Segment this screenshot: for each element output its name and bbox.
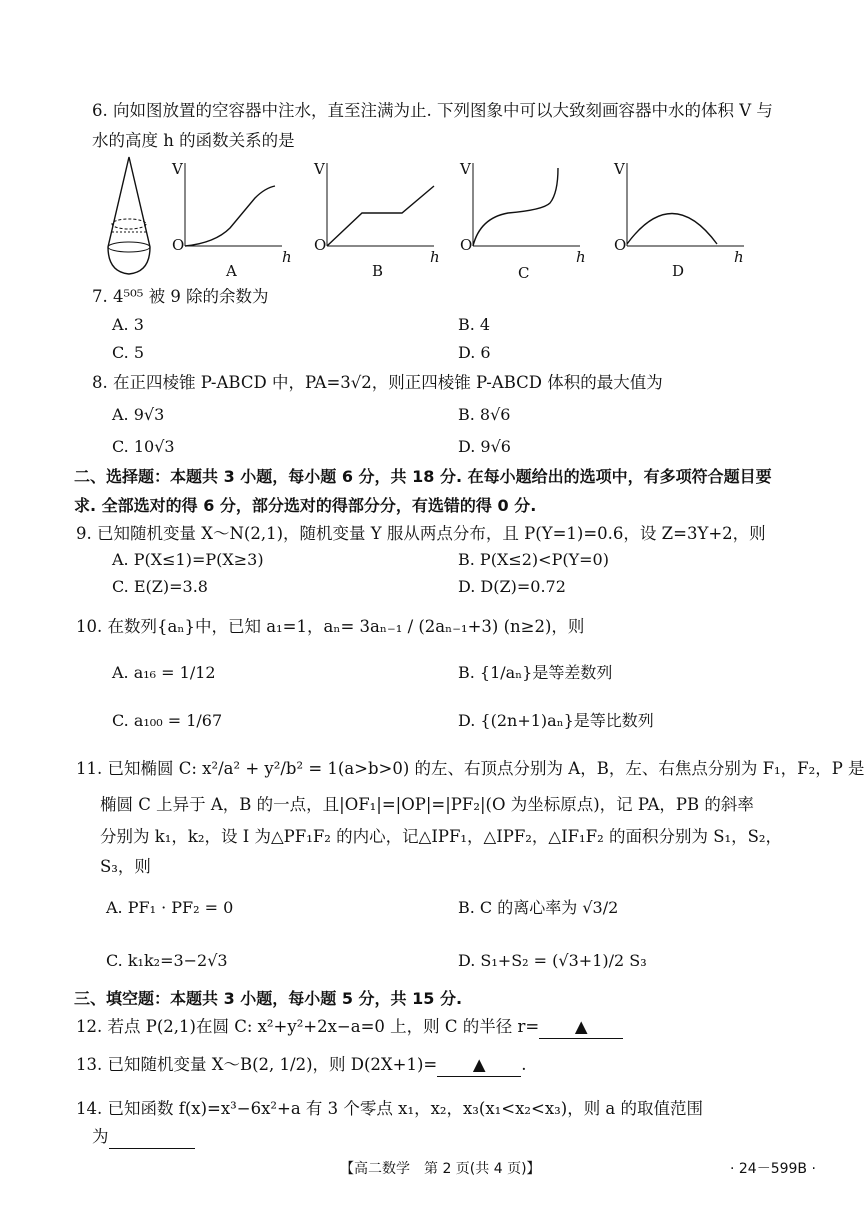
q14-line2-wrap bbox=[92, 1126, 195, 1149]
q7-option-d: D. 6 bbox=[458, 343, 491, 362]
footer-page-info: 【高二数学 第 2 页(共 4 页)】 bbox=[340, 1161, 541, 1177]
graph-c-o: O bbox=[460, 236, 473, 254]
q9-option-a: A. P(X≤1)=P(X≥3) bbox=[112, 550, 264, 569]
section3-title: 三、填空题：本题共 3 小题，每小题 5 分，共 15 分. bbox=[74, 989, 463, 1008]
q7-stem: 7. 4⁵⁰⁵ 被 9 除的余数为 bbox=[92, 287, 269, 306]
graph-b-v: V bbox=[314, 160, 325, 178]
q12-answer-blank[interactable]: ▲ bbox=[539, 1016, 623, 1039]
q10-option-b: B. {1/aₙ}是等差数列 bbox=[458, 663, 613, 682]
graph-c-label: C bbox=[518, 264, 530, 282]
q9-stem: 9. 已知随机变量 X～N(2,1)，随机变量 Y 服从两点分布，且 P(Y=1)=0.6，设 Z=3Y+2，则 bbox=[76, 524, 766, 543]
q7-option-c: C. 5 bbox=[112, 343, 145, 362]
q14-line2: 为 bbox=[92, 1127, 109, 1146]
q10-stem: 10. 在数列{aₙ}中，已知 a₁=1，aₙ= 3aₙ₋₁ / (2aₙ₋₁+3) (n≥2)，则 bbox=[76, 617, 585, 636]
q13-line bbox=[76, 1054, 527, 1077]
q9-option-c: C. E(Z)=3.8 bbox=[112, 577, 208, 596]
q7-option-a: A. 3 bbox=[112, 315, 144, 334]
q11-option-a: A. PF₁ · PF₂ = 0 bbox=[106, 898, 234, 917]
footer-code: · 24－599B · bbox=[730, 1161, 816, 1177]
q12-stem: 12. 若点 P(2,1)在圆 C: x²+y²+2x−a=0 上，则 C 的半径 r= bbox=[76, 1017, 540, 1036]
graph-d-o: O bbox=[614, 236, 627, 254]
q8-option-a: A. 9√3 bbox=[112, 405, 165, 424]
q9-option-b: B. P(X≤2)<P(Y=0) bbox=[458, 550, 609, 569]
q13-stem: 13. 已知随机变量 X～B(2, 1/2)，则 D(2X+1)= bbox=[76, 1055, 438, 1074]
q14-line1: 14. 已知函数 f(x)=x³−6x²+a 有 3 个零点 x₁，x₂，x₃(x₁<x₂<x₃)，则 a 的取值范围 bbox=[76, 1099, 704, 1118]
q12-line bbox=[76, 1016, 623, 1039]
q8-option-b: B. 8√6 bbox=[458, 405, 511, 424]
graph-a-v: V bbox=[172, 160, 183, 178]
q14-answer-blank[interactable] bbox=[109, 1126, 195, 1149]
graph-a-h: h bbox=[282, 248, 292, 266]
section2-line2: 求. 全部选对的得 6 分，部分选对的得部分分，有选错的得 0 分. bbox=[74, 496, 537, 515]
graph-c-v: V bbox=[460, 160, 471, 178]
graph-b-h: h bbox=[430, 248, 440, 266]
q11-line1: 11. 已知椭圆 C: x²/a² + y²/b² = 1(a>b>0) 的左、右顶点分别为 A，B，左、右焦点分别为 F₁，F₂，P 是 bbox=[76, 759, 865, 778]
q13-answer-blank[interactable]: ▲ bbox=[437, 1054, 521, 1077]
q11-line3: 分别为 k₁，k₂，设 I 为△PF₁F₂ 的内心，记△IPF₁，△IPF₂，△IF₁F₂ 的面积分别为 S₁，S₂， bbox=[100, 827, 783, 846]
q11-option-d: D. S₁+S₂ = (√3+1)/2 S₃ bbox=[458, 951, 647, 970]
q7-option-b: B. 4 bbox=[458, 315, 491, 334]
graph-b-o: O bbox=[314, 236, 327, 254]
q6-line2: 水的高度 h 的函数关系的是 bbox=[92, 131, 295, 150]
graph-b-label: B bbox=[372, 262, 384, 280]
q10-option-a: A. a₁₆ = 1/12 bbox=[112, 663, 216, 682]
q11-option-b: B. C 的离心率为 √3/2 bbox=[458, 898, 619, 917]
q13-end: . bbox=[521, 1055, 527, 1074]
graph-b bbox=[312, 158, 442, 268]
q8-stem: 8. 在正四棱锥 P-ABCD 中，PA=3√2，则正四棱锥 P-ABCD 体积的最大值为 bbox=[92, 373, 663, 392]
q11-option-c: C. k₁k₂=3−2√3 bbox=[106, 951, 228, 970]
section2-line1: 二、选择题：本题共 3 小题，每小题 6 分，共 18 分. 在每小题给出的选项中，有多项符合题目要 bbox=[74, 467, 772, 486]
q6-line1: 6. 向如图放置的空容器中注水，直至注满为止. 下列图象中可以大致刻画容器中水的体积 V 与 bbox=[92, 101, 773, 120]
graph-d bbox=[612, 158, 752, 268]
graph-c-h: h bbox=[576, 248, 586, 266]
graph-a bbox=[170, 158, 290, 268]
q8-option-d: D. 9√6 bbox=[458, 437, 511, 456]
graph-d-label: D bbox=[672, 262, 685, 280]
q9-option-d: D. D(Z)=0.72 bbox=[458, 577, 566, 596]
graph-a-label: A bbox=[226, 262, 237, 280]
graph-a-o: O bbox=[172, 236, 185, 254]
graph-d-h: h bbox=[734, 248, 744, 266]
q11-line4: S₃，则 bbox=[100, 857, 151, 876]
container-figure bbox=[100, 152, 158, 282]
graph-c bbox=[458, 158, 588, 268]
q10-option-d: D. {(2n+1)aₙ}是等比数列 bbox=[458, 711, 654, 730]
q10-option-c: C. a₁₀₀ = 1/67 bbox=[112, 711, 223, 730]
graph-d-v: V bbox=[614, 160, 625, 178]
q8-option-c: C. 10√3 bbox=[112, 437, 175, 456]
q11-line2: 椭圆 C 上异于 A，B 的一点，且|OF₁|=|OP|=|PF₂|(O 为坐标原点)，记 PA，PB 的斜率 bbox=[100, 795, 754, 814]
